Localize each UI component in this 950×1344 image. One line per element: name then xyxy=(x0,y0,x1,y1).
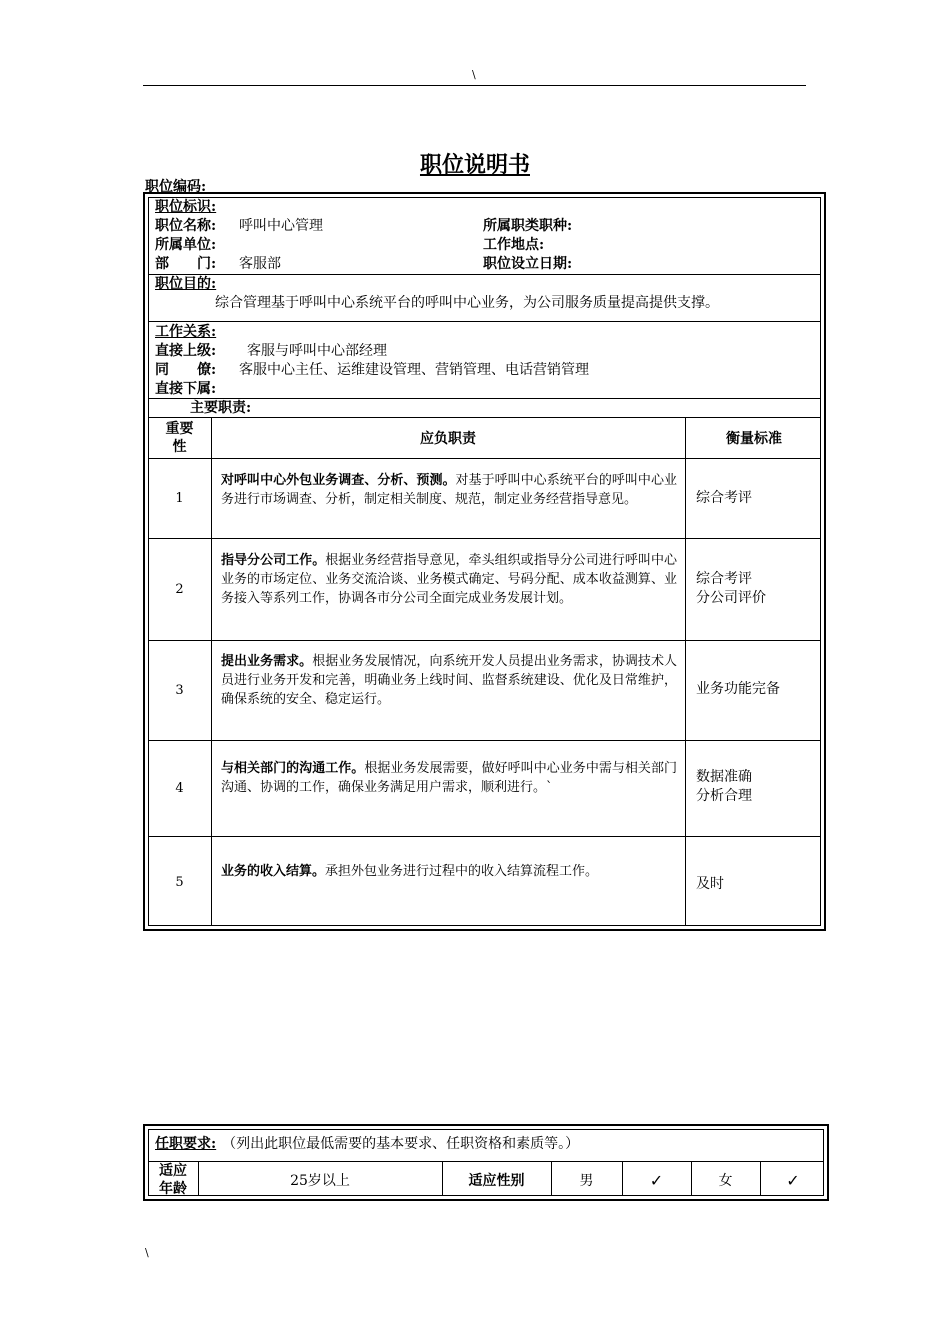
duty-number: 3 xyxy=(175,682,184,698)
duty-description xyxy=(221,652,677,709)
duty-header: 应负职责 xyxy=(420,431,476,447)
identity-section-label: 职位标识: xyxy=(155,199,217,215)
duty-number: 1 xyxy=(175,490,184,506)
duty-detail: 根据业务发展需要，做好呼叫中心业务中需与相关部门沟通、协调的工作，确保业务满足用户需求，顺利进行。` xyxy=(221,761,677,795)
divider xyxy=(148,274,821,275)
category-label: 所属职类职种: xyxy=(483,218,573,234)
position-code-label: 职位编码: xyxy=(145,179,207,195)
superior-value: 客服与呼叫中心部经理 xyxy=(247,343,387,359)
position-name-value: 呼叫中心管理 xyxy=(239,218,323,234)
duty-title: 与相关部门的沟通工作。 xyxy=(221,761,365,776)
department-value: 客服部 xyxy=(239,256,281,272)
duty-measure: 综合考评 分公司评价 xyxy=(696,571,766,606)
divider xyxy=(148,538,821,539)
importance-header-text: 重要性 xyxy=(165,421,194,455)
purpose-text: 综合管理基于呼叫中心系统平台的呼叫中心业务，为公司服务质量提高提供支撑。 xyxy=(215,295,719,311)
male-check-icon: ✓ xyxy=(649,1170,664,1190)
duty-title: 指导分公司工作。 xyxy=(221,553,326,568)
purpose-label: 职位目的: xyxy=(155,276,217,292)
duty-description xyxy=(221,862,677,881)
duty-description xyxy=(221,759,677,797)
duty-detail: 承担外包业务进行过程中的收入结算流程工作。 xyxy=(325,864,599,879)
location-label: 工作地点: xyxy=(483,237,545,253)
header-rule xyxy=(143,85,806,86)
duty-detail: 根据业务经营指导意见，牵头组织或指导分公司进行呼叫中心业务的市场定位、业务交流洽谈、业务模式确定、号码分配、成本收益测算、业务接入等系列工作，协调各市分公司全面完成业务发展计划。 xyxy=(221,553,677,606)
relations-label: 工作关系: xyxy=(155,324,217,340)
superior-label: 直接上级: xyxy=(155,343,217,359)
age-label xyxy=(148,1162,198,1198)
unit-label: 所属单位: xyxy=(155,237,217,253)
duty-title: 对呼叫中心外包业务调查、分析、预测。 xyxy=(221,473,456,488)
duty-description xyxy=(221,471,677,509)
department-label: 部 门: xyxy=(155,256,217,272)
gender-male: 男 xyxy=(579,1173,594,1189)
duty-detail: 根据业务发展情况，向系统开发人员提出业务需求，协调技术人员进行业务开发和完善，明确业务上线时间、监督系统建设、优化及日常维护，确保系统的安全、稳定运行。 xyxy=(221,654,677,707)
peer-label: 同 僚: xyxy=(155,362,217,378)
column-divider xyxy=(685,417,686,926)
duty-measure: 综合考评 xyxy=(696,490,752,506)
duties-section-label: 主要职责: xyxy=(190,400,252,416)
job-description-table xyxy=(143,192,826,931)
requirements-note: （列出此职位最低需要的基本要求、任职资格和素质等。） xyxy=(222,1136,580,1152)
female-check-icon: ✓ xyxy=(786,1170,800,1190)
duty-description xyxy=(221,551,677,608)
duty-title: 业务的收入结算。 xyxy=(221,864,326,879)
position-name-label: 职位名称: xyxy=(155,218,217,234)
column-divider xyxy=(211,417,212,926)
header-mark: \ xyxy=(472,68,476,81)
requirements-row xyxy=(155,1135,579,1154)
document-title: 职位说明书 xyxy=(419,152,530,178)
requirements-table xyxy=(143,1124,829,1201)
peer-value: 客服中心主任、运维建设管理、营销管理、电话营销管理 xyxy=(239,362,589,378)
divider xyxy=(148,740,821,741)
footer-mark: \ xyxy=(145,1246,149,1259)
divider xyxy=(148,640,821,641)
established-date-label: 职位设立日期: xyxy=(483,256,573,272)
duty-title: 提出业务需求。 xyxy=(221,654,313,669)
divider xyxy=(148,836,821,837)
duty-measure: 数据准确 分析合理 xyxy=(696,769,752,804)
divider xyxy=(148,321,821,322)
measure-header: 衡量标准 xyxy=(726,431,782,447)
duty-number: 5 xyxy=(175,874,184,890)
duty-number: 2 xyxy=(175,581,184,597)
age-label-text: 适应年龄 xyxy=(159,1163,187,1197)
duty-number: 4 xyxy=(175,780,184,796)
requirements-label: 任职要求: xyxy=(155,1136,217,1152)
age-value: 25岁以上 xyxy=(290,1173,350,1189)
importance-header xyxy=(148,418,211,458)
duty-detail: 对基于呼叫中心系统平台的呼叫中心业务进行市场调查、分析，制定相关制度、规范，制定业务经营指导意见。 xyxy=(221,473,677,507)
divider xyxy=(148,458,821,459)
duty-measure: 业务功能完备 xyxy=(696,681,780,697)
duty-measure: 及时 xyxy=(696,876,724,892)
subordinate-label: 直接下属: xyxy=(155,381,217,397)
gender-female: 女 xyxy=(718,1173,733,1189)
gender-label: 适应性别 xyxy=(468,1173,525,1189)
